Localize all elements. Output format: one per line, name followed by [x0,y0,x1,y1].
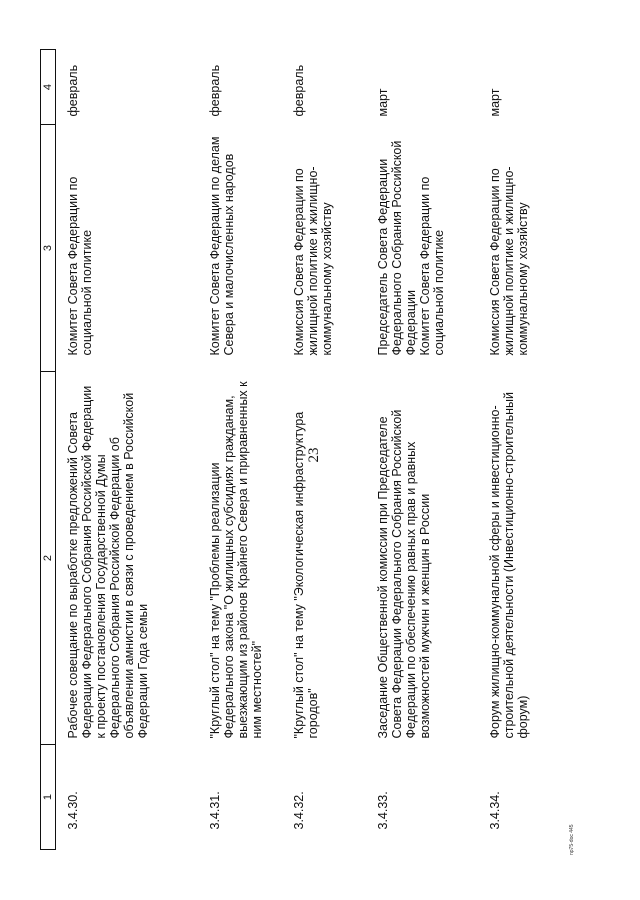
header-col-1: 1 [41,745,56,850]
header-col-2: 2 [41,372,56,745]
table-header-row [41,50,56,850]
item-number: 3.4.31. [208,791,222,830]
event-description: Заседание Общественной комиссии при Председателе Совета Федерации Федерального Собрания Российской Федерации по обеспечению равных прав и равных возможностей мужчин и женщин в России [376,409,432,739]
responsible-body: Комиссия Совета Федерации по жилищной политике и жилищно-коммунальному хозяйству [488,166,530,356]
table-row [478,50,620,850]
event-description: "Круглый стол" на тему "Проблемы реализации Федерального закона "О жилищных субсидиях гражданам, выезжающим из районов Крайнего Севера и приравненных к ним местностей" [208,381,264,739]
event-date: февраль [66,64,80,117]
events-table [40,49,620,850]
header-col-3: 3 [41,125,56,372]
table-row [56,50,199,850]
header-col-4: 4 [41,50,56,125]
events-table-container [40,50,600,850]
event-description: Форум жилищно-коммунальной сферы и инвестиционно-строительной деятельности (Инвестиционно-строительный форум) [488,392,530,739]
item-number: 3.4.32. [292,791,306,830]
table-row [198,50,282,850]
event-description: "Круглый стол" на тему "Экологическая инфраструктура городов" [292,411,320,739]
footer-code: np75-doc 445 [569,824,575,855]
item-number: 3.4.30. [66,791,80,830]
item-number: 3.4.33. [376,791,390,830]
responsible-body: Комитет Совета Федерации по делам Севера и малочисленных народов [208,136,236,356]
table-row [366,50,478,850]
responsible-body: Комитет Совета Федерации по социальной политике [66,176,94,356]
responsible-body: Председатель Совета Федерации Федерального Собрания Российской Федерации Комитет Совета Федерации по социальной политике [376,140,446,356]
event-date: март [488,88,502,117]
table-row [282,50,366,850]
event-date: февраль [292,64,306,117]
event-date: февраль [208,64,222,117]
item-number: 3.4.34. [488,791,502,830]
event-date: март [376,88,390,117]
page-number: 23 [306,447,322,463]
responsible-body: Комиссия Совета Федерации по жилищной политике и жилищно-коммунальному хозяйству [292,166,334,356]
event-description: Рабочее совещание по выработке предложений Совета Федерации Федерального Собрания Российской Федерации к проекту постановления Государственной Думы Федерального Собрания Российской Федерации об объявлении амнистии в связи с проведением в Российской Федерации Года семьи [66,385,150,739]
